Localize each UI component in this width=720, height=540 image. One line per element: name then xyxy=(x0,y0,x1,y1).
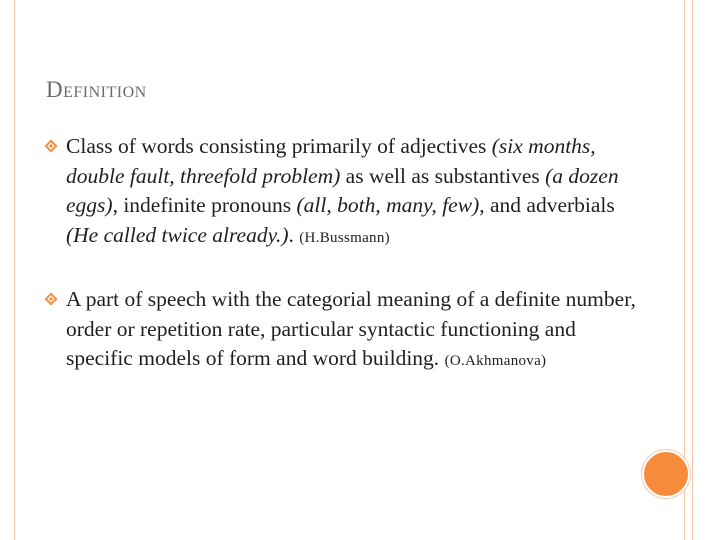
example-text: (a dozen eggs) xyxy=(66,163,619,217)
slide-title: Definition xyxy=(46,77,147,102)
slide-frame-left-line xyxy=(14,0,15,540)
bullet-text xyxy=(66,287,636,370)
decorative-circle xyxy=(642,450,690,498)
slide-frame-right-inner-line xyxy=(692,0,693,540)
example-text: (He called twice already.) xyxy=(66,222,289,247)
citation: (H.Bussmann) xyxy=(299,229,390,246)
bullet-list xyxy=(44,132,644,377)
example-text: (all, both, many, few) xyxy=(296,193,480,217)
citation: (O.Akhmanova) xyxy=(444,353,547,369)
text-segment: A part of speech with the categorial meaning of a definite number, order or repetition rate, particular syntactic functioning and specific models of form and word building. xyxy=(66,287,636,370)
diamond-icon xyxy=(44,139,58,153)
text-segment: , indefinite pronouns xyxy=(112,193,297,217)
text-segment: as well as substantives xyxy=(340,163,546,188)
bullet-item-2 xyxy=(44,285,644,377)
bullet-text xyxy=(66,134,619,247)
text-segment: . xyxy=(288,222,300,247)
diamond-icon xyxy=(44,292,58,306)
example-text: (six months, double fault, threefold problem) xyxy=(66,134,596,188)
text-segment: , and adverbials xyxy=(479,193,615,217)
bullet-item-1 xyxy=(44,132,644,253)
text-segment: Class of words consisting primarily of adjectives xyxy=(66,134,492,158)
